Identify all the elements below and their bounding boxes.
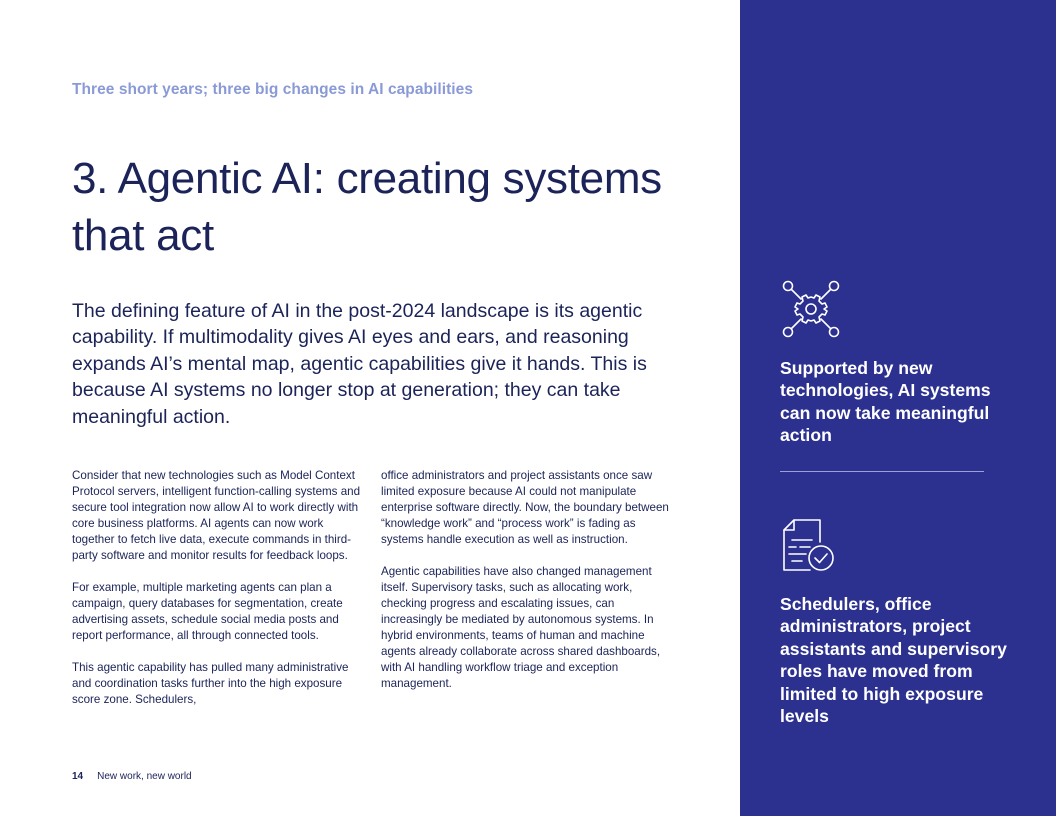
gear-network-icon [780,278,842,340]
page-number: 14 [72,771,84,782]
document-check-icon [780,518,838,578]
section-eyebrow: Three short years; three big changes in AI capabilities [72,81,473,98]
lead-paragraph: The defining feature of AI in the post-2024 landscape is its agentic capability. If multimodality gives AI eyes and ears, and reasoning expands AI’s mental map, agentic capabilities give it hands. This is because AI systems no longer stop at generation; they can take meaningful action. [72,300,647,428]
body-paragraph: Agentic capabilities have also changed management itself. Supervisory tasks, such as allocating work, checking progress and escalating issues, can increasingly be mediated by autonomous systems. In hybrid environments, teams of human and machine agents already collaborate across shared dashboards, with AI handling workflow triage and exception management. [381,565,661,690]
body-paragraph: Consider that new technologies such as Model Context Protocol servers, intelligent function-calling systems and secure tool integration now allow AI to work directly with core business platforms. AI agents can now work together to fetch live data, execute commands in third-party software and monitor results for feedback loops. [72,469,361,562]
sidebar-panel [740,0,1056,816]
body-column-right [381,468,677,708]
sidebar-callout-2: Schedulers, office administrators, project assistants and supervisory roles have moved from limited to high exposure levels [780,594,1007,727]
body-paragraph: This agentic capability has pulled many administrative and coordination tasks further into the high exposure score zone. Schedulers, [72,661,349,706]
body-column-left [72,468,368,724]
publication-name: New work, new world [97,771,192,782]
sidebar-divider [780,471,984,472]
page-title: 3. Agentic AI: creating systems that act [72,154,662,260]
page-footer [72,771,192,782]
body-paragraph: For example, multiple marketing agents can plan a campaign, query databases for segmentation, create advertising assets, schedule social media posts and report performance, all through connected tools. [72,581,343,642]
sidebar-callout-1: Supported by new technologies, AI systems can now take meaningful action [780,358,991,446]
body-paragraph: office administrators and project assistants once saw limited exposure because AI could not manipulate enterprise software directly. Now, the boundary between “knowledge work” and “process work” is fading as systems handle execution as well as instruction. [381,469,669,546]
